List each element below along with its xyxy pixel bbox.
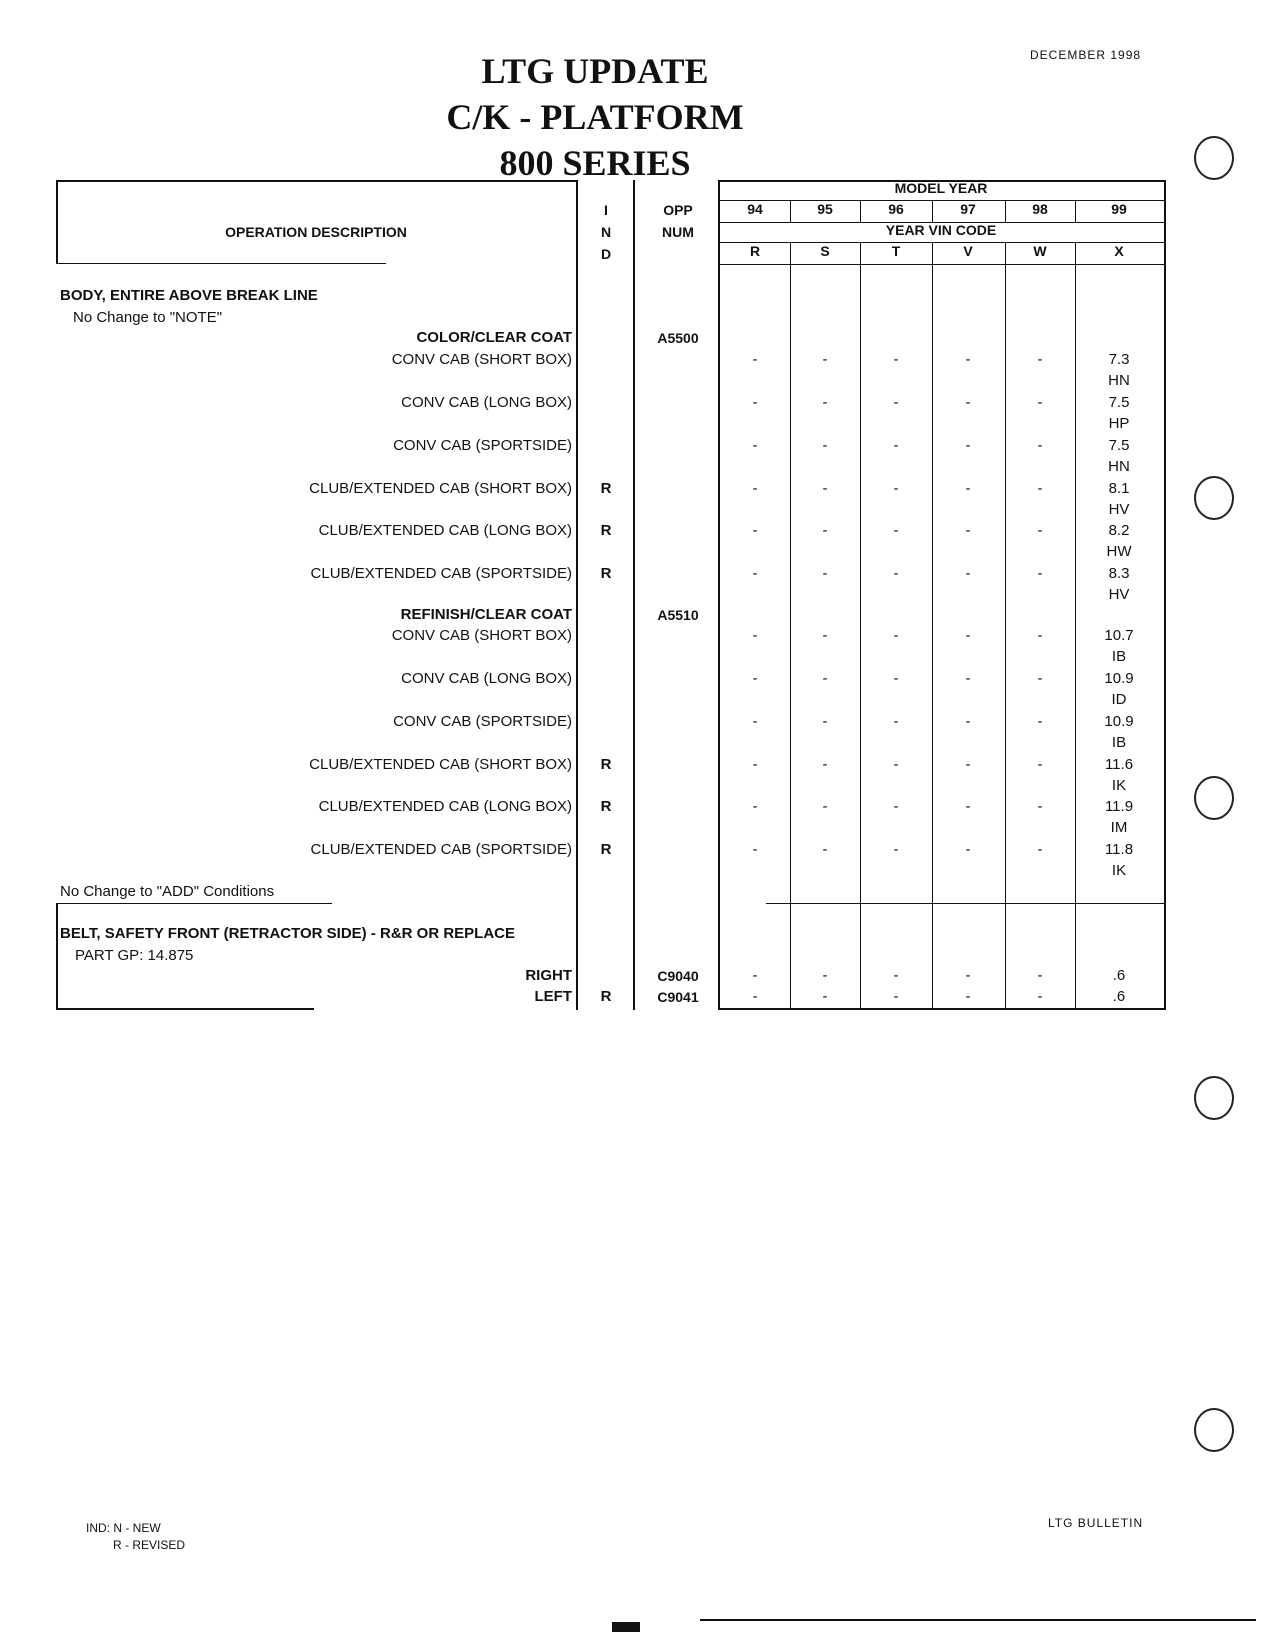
binder-hole-icon <box>1194 136 1234 180</box>
value-96: - <box>893 480 899 497</box>
opp-number: C9041 <box>657 989 699 1005</box>
value-94: - <box>752 841 758 858</box>
value-98: - <box>1037 565 1043 582</box>
row-ind: R <box>600 756 612 773</box>
value-95: - <box>822 756 828 773</box>
value-94: - <box>752 480 758 497</box>
year-95: 95 <box>817 201 833 217</box>
labor-code: IB <box>1111 734 1127 751</box>
value-95: - <box>822 627 828 644</box>
vin-code-s: S <box>820 243 830 259</box>
header-ind-n: N <box>600 224 612 240</box>
opp-number: A5500 <box>657 330 699 346</box>
value-97: - <box>965 565 971 582</box>
value-96: - <box>893 627 899 644</box>
value-97: - <box>965 841 971 858</box>
value-95: - <box>822 713 828 730</box>
labor-code: ID <box>1111 691 1127 708</box>
value-94: - <box>752 437 758 454</box>
labor-code: IK <box>1111 777 1127 794</box>
row-description: CONV CAB (LONG BOX) <box>401 670 572 687</box>
labor-code: HV <box>1108 586 1130 603</box>
value-95: - <box>822 394 828 411</box>
value-95: - <box>822 670 828 687</box>
value-98: - <box>1037 394 1043 411</box>
value-94: - <box>752 798 758 815</box>
value-98: - <box>1037 522 1043 539</box>
value-95: - <box>822 988 828 1005</box>
value-96: - <box>893 798 899 815</box>
row-description: LEFT <box>534 988 572 1005</box>
value-97: - <box>965 394 971 411</box>
value-94: - <box>752 565 758 582</box>
header-opp: OPP <box>663 202 693 218</box>
row-description: CONV CAB (LONG BOX) <box>401 394 572 411</box>
value-94: - <box>752 670 758 687</box>
section-note: No Change to "NOTE" <box>73 309 223 326</box>
value-95: - <box>822 798 828 815</box>
value-97: - <box>965 522 971 539</box>
value-99: 11.6 <box>1104 756 1134 773</box>
value-98: - <box>1037 627 1043 644</box>
value-94: - <box>752 394 758 411</box>
value-97: - <box>965 670 971 687</box>
row-description: RIGHT <box>525 967 572 984</box>
year-98: 98 <box>1032 201 1048 217</box>
value-96: - <box>893 522 899 539</box>
value-95: - <box>822 565 828 582</box>
value-97: - <box>965 798 971 815</box>
value-96: - <box>893 988 899 1005</box>
row-ind: R <box>600 480 612 497</box>
value-97: - <box>965 351 971 368</box>
value-94: - <box>752 351 758 368</box>
value-97: - <box>965 480 971 497</box>
vin-code-w: W <box>1033 243 1047 259</box>
value-95: - <box>822 351 828 368</box>
year-96: 96 <box>888 201 904 217</box>
value-96: - <box>893 351 899 368</box>
row-description: CONV CAB (SPORTSIDE) <box>393 713 572 730</box>
row-description: CLUB/EXTENDED CAB (LONG BOX) <box>318 522 572 539</box>
vin-code-t: T <box>891 243 901 259</box>
value-95: - <box>822 841 828 858</box>
row-description: CLUB/EXTENDED CAB (SHORT BOX) <box>309 480 572 497</box>
ind-legend-new: IND: N - NEW <box>86 1521 161 1535</box>
value-99: 7.5 <box>1108 437 1130 454</box>
value-99: 8.1 <box>1108 480 1130 497</box>
value-99: 11.8 <box>1104 841 1134 858</box>
header-ind-i: I <box>604 202 608 218</box>
value-97: - <box>965 437 971 454</box>
row-ind: R <box>600 565 612 582</box>
opp-number: A5510 <box>657 607 699 623</box>
row-description: CLUB/EXTENDED CAB (SHORT BOX) <box>309 756 572 773</box>
value-98: - <box>1037 480 1043 497</box>
row-description: CONV CAB (SHORT BOX) <box>391 351 572 368</box>
title-line-1: LTG UPDATE <box>481 51 709 91</box>
section-title: BODY, ENTIRE ABOVE BREAK LINE <box>60 287 318 304</box>
value-98: - <box>1037 670 1043 687</box>
row-description: CONV CAB (SPORTSIDE) <box>393 437 572 454</box>
vin-code-v: V <box>963 243 973 259</box>
row-ind: R <box>600 522 612 539</box>
value-96: - <box>893 841 899 858</box>
row-description: CLUB/EXTENDED CAB (SPORTSIDE) <box>310 565 572 582</box>
binder-hole-icon <box>1194 776 1234 820</box>
value-94: - <box>752 988 758 1005</box>
year-97: 97 <box>960 201 976 217</box>
labor-code: HP <box>1108 415 1130 432</box>
ind-legend-revised: R - REVISED <box>113 1538 186 1552</box>
value-96: - <box>893 394 899 411</box>
value-96: - <box>893 437 899 454</box>
value-97: - <box>965 756 971 773</box>
labor-code: HW <box>1106 543 1132 560</box>
row-description: CLUB/EXTENDED CAB (LONG BOX) <box>318 798 572 815</box>
labor-code: HN <box>1108 458 1130 475</box>
bottom-rule <box>700 1619 1256 1621</box>
labor-code: IK <box>1111 862 1127 879</box>
binder-hole-icon <box>1194 476 1234 520</box>
value-99: 8.2 <box>1108 522 1130 539</box>
header-ind-d: D <box>600 246 612 262</box>
value-94: - <box>752 713 758 730</box>
value-96: - <box>893 670 899 687</box>
group-label: REFINISH/CLEAR COAT <box>400 606 572 623</box>
value-96: - <box>893 713 899 730</box>
value-98: - <box>1037 437 1043 454</box>
bulletin-date: DECEMBER 1998 <box>1030 48 1142 62</box>
row-description: CONV CAB (SHORT BOX) <box>391 627 572 644</box>
value-98: - <box>1037 798 1043 815</box>
value-96: - <box>893 967 899 984</box>
value-94: - <box>752 756 758 773</box>
value-96: - <box>893 756 899 773</box>
value-98: - <box>1037 713 1043 730</box>
value-95: - <box>822 522 828 539</box>
value-99: .6 <box>1112 988 1126 1005</box>
value-97: - <box>965 967 971 984</box>
add-conditions-note: No Change to "ADD" Conditions <box>60 883 275 900</box>
value-98: - <box>1037 988 1043 1005</box>
value-97: - <box>965 627 971 644</box>
labor-code: HV <box>1108 501 1130 518</box>
vin-code-r: R <box>749 243 761 259</box>
bulletin-label: LTG BULLETIN <box>1048 1516 1144 1530</box>
value-94: - <box>752 627 758 644</box>
part-group: PART GP: 14.875 <box>75 947 194 964</box>
labor-code: HN <box>1108 372 1130 389</box>
vin-code-x: X <box>1114 243 1124 259</box>
page-mark <box>612 1622 640 1632</box>
binder-hole-icon <box>1194 1408 1234 1452</box>
value-99: 7.5 <box>1108 394 1130 411</box>
value-94: - <box>752 967 758 984</box>
value-99: 11.9 <box>1104 798 1134 815</box>
row-ind: R <box>600 988 612 1005</box>
labor-code: IM <box>1110 819 1128 836</box>
value-96: - <box>893 565 899 582</box>
labor-code: IB <box>1111 648 1127 665</box>
value-99: 8.3 <box>1108 565 1130 582</box>
title-line-3: 800 SERIES <box>499 143 691 183</box>
row-ind: R <box>600 798 612 815</box>
value-98: - <box>1037 351 1043 368</box>
row-description: CLUB/EXTENDED CAB (SPORTSIDE) <box>310 841 572 858</box>
binder-hole-icon <box>1194 1076 1234 1120</box>
value-95: - <box>822 967 828 984</box>
value-98: - <box>1037 756 1043 773</box>
value-95: - <box>822 437 828 454</box>
group-label: COLOR/CLEAR COAT <box>416 329 572 346</box>
value-97: - <box>965 713 971 730</box>
row-ind: R <box>600 841 612 858</box>
value-99: 10.9 <box>1104 670 1134 687</box>
value-97: - <box>965 988 971 1005</box>
header-num: NUM <box>662 224 694 240</box>
value-95: - <box>822 480 828 497</box>
opp-number: C9040 <box>657 968 699 984</box>
value-99: 7.3 <box>1108 351 1130 368</box>
year-99: 99 <box>1111 201 1127 217</box>
header-operation-description: OPERATION DESCRIPTION <box>225 224 407 240</box>
value-98: - <box>1037 967 1043 984</box>
value-99: 10.7 <box>1104 627 1134 644</box>
header-year-vin-code: YEAR VIN CODE <box>885 222 997 238</box>
value-98: - <box>1037 841 1043 858</box>
value-94: - <box>752 522 758 539</box>
year-94: 94 <box>747 201 763 217</box>
title-line-2: C/K - PLATFORM <box>446 97 744 137</box>
header-model-year: MODEL YEAR <box>894 180 988 196</box>
value-99: .6 <box>1112 967 1126 984</box>
section-title: BELT, SAFETY FRONT (RETRACTOR SIDE) - R&R OR REPLACE <box>60 925 516 942</box>
value-99: 10.9 <box>1104 713 1134 730</box>
